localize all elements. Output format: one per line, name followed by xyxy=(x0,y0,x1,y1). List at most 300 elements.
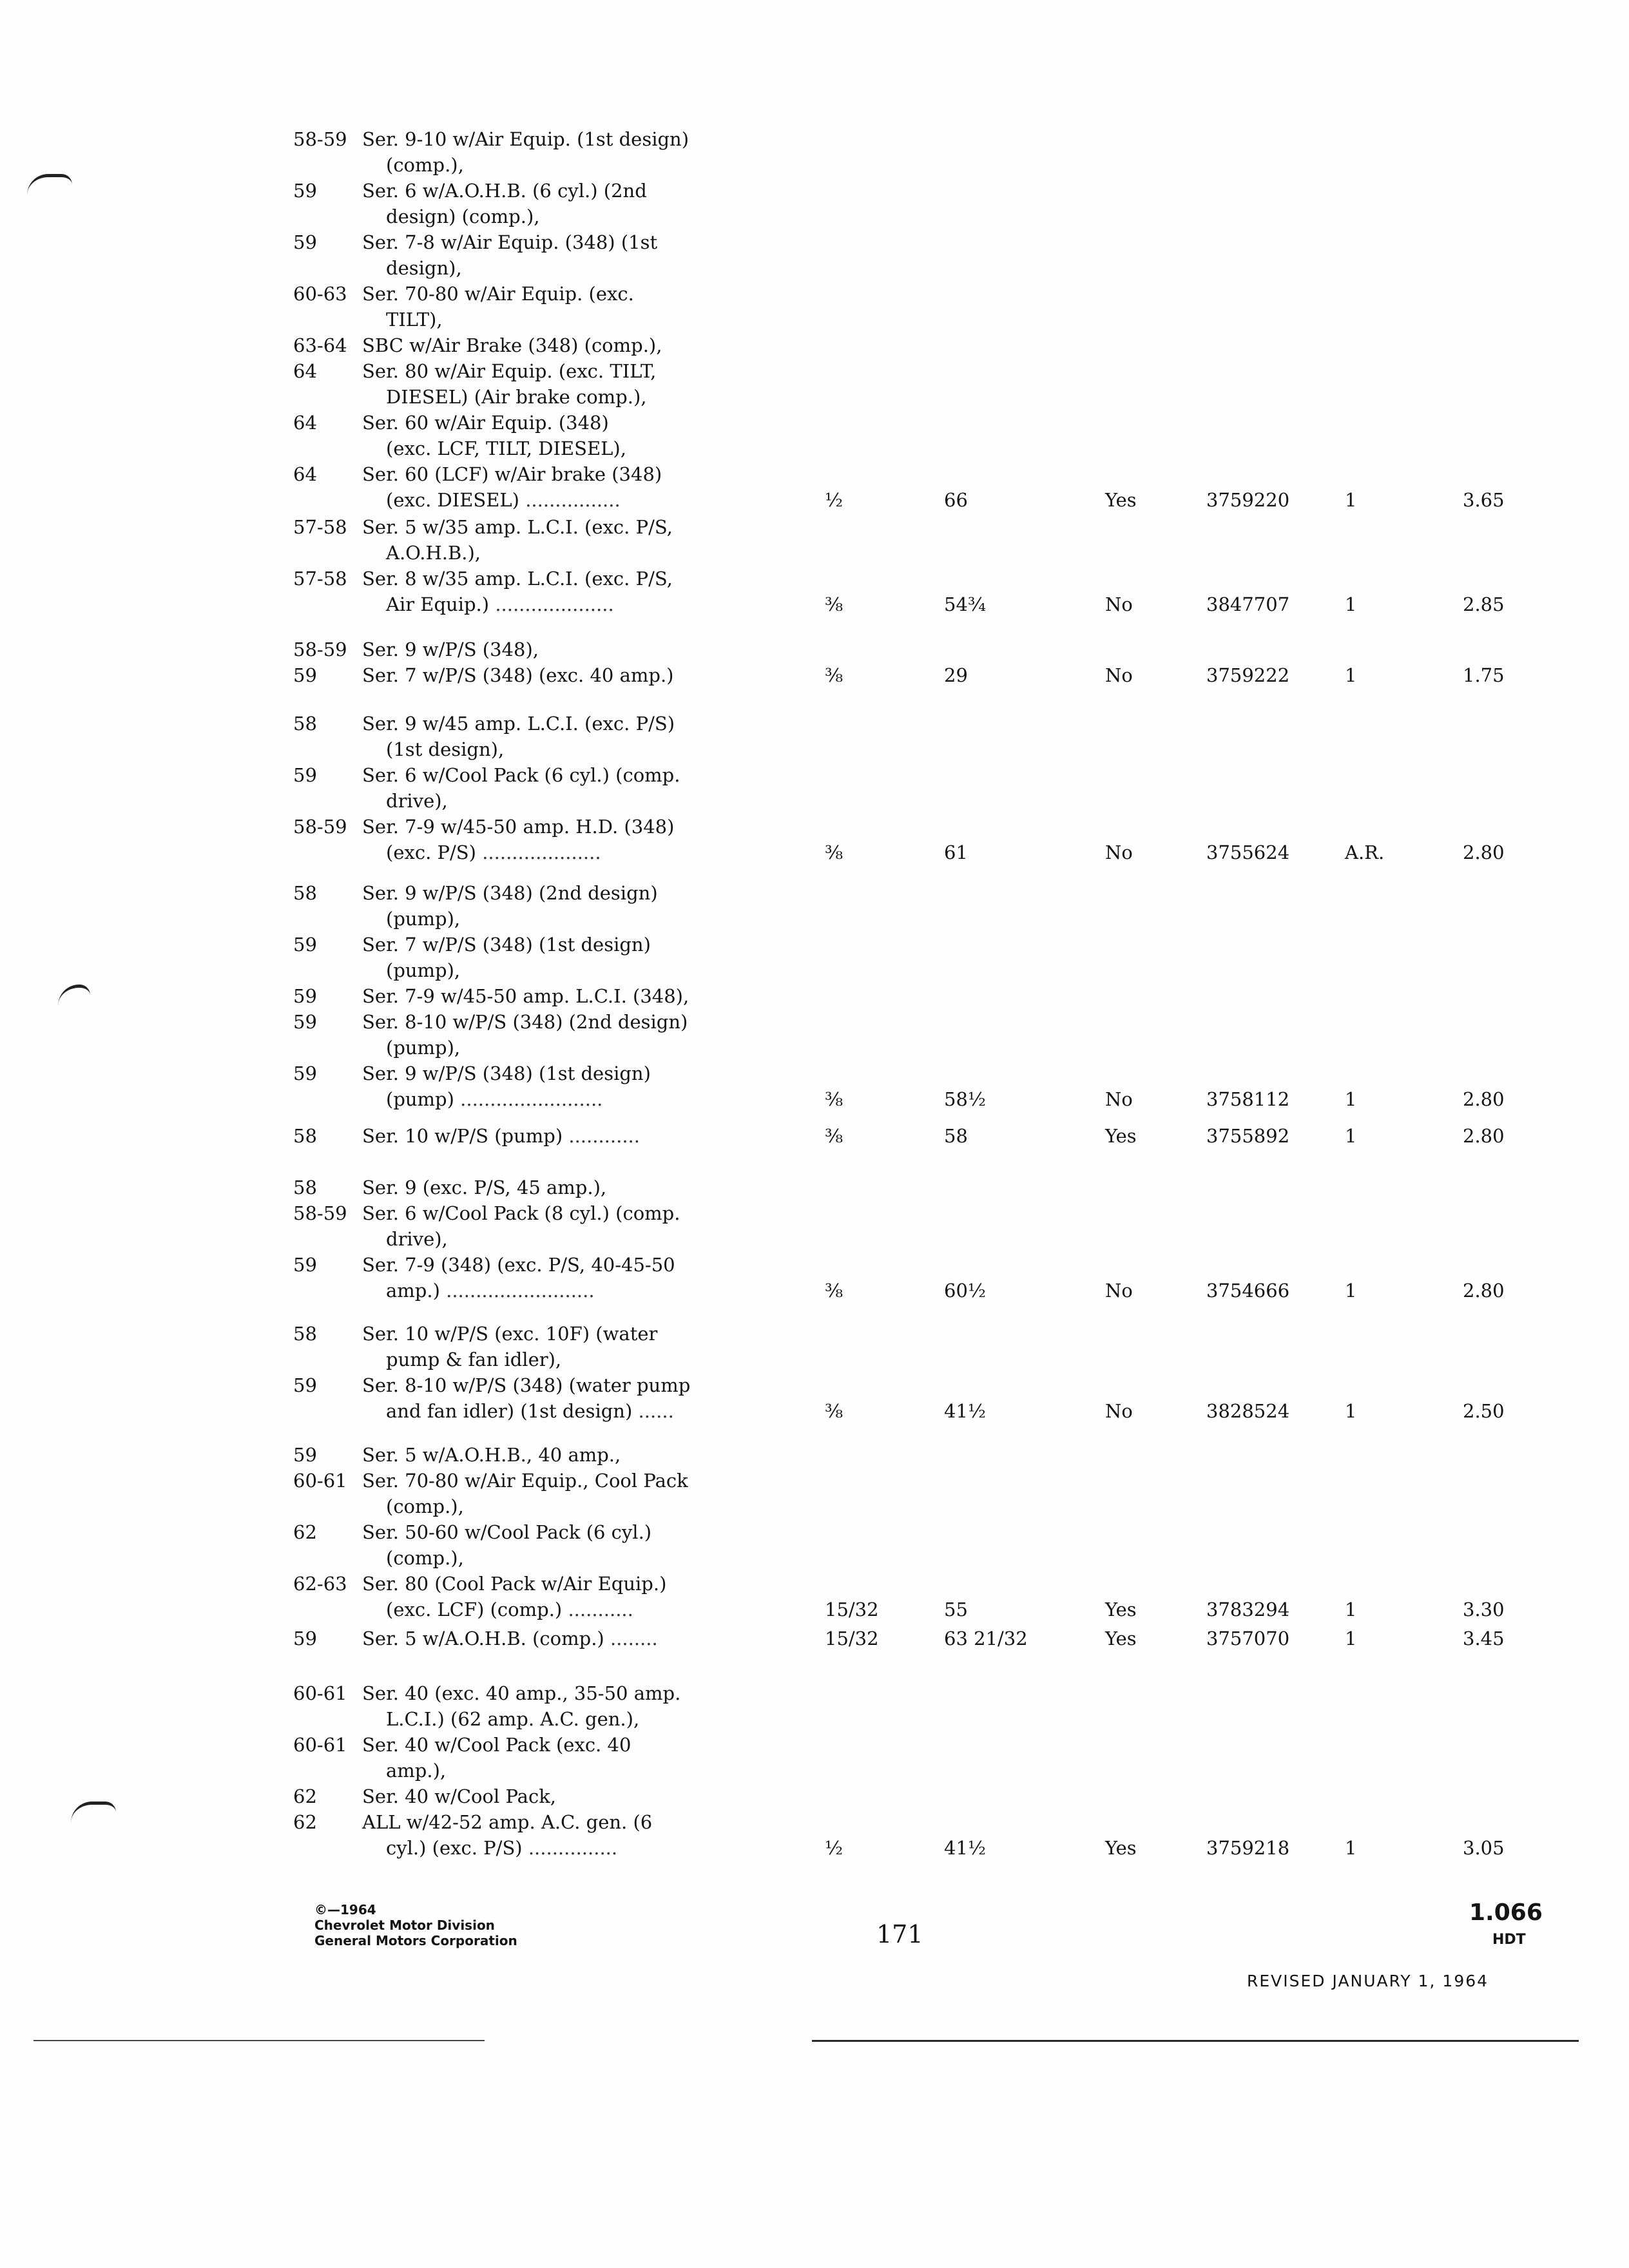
application-description xyxy=(362,334,662,357)
part-number: 3828524 xyxy=(1206,1400,1290,1422)
parts-entry xyxy=(0,712,1629,864)
dot-leader: ......................... xyxy=(446,1280,595,1302)
entry-line xyxy=(0,1253,1629,1276)
entry-line xyxy=(0,385,1629,408)
description-text: Ser. 6 w/Cool Pack (8 cyl.) (comp. xyxy=(362,1202,680,1224)
model-year: 59 xyxy=(293,985,317,1007)
revision-date: REVISED JANUARY 1, 1964 xyxy=(1247,1972,1489,1990)
description-text: Ser. 40 w/Cool Pack (exc. 40 xyxy=(362,1734,631,1756)
application-description xyxy=(362,567,673,590)
application-description xyxy=(386,437,626,460)
description-text: ALL w/42-52 amp. A.C. gen. (6 xyxy=(362,1811,653,1833)
entry-line xyxy=(0,1682,1629,1705)
application-description xyxy=(386,1348,561,1371)
entry-line xyxy=(0,1010,1629,1033)
description-text: Ser. 5 w/A.O.H.B., 40 amp., xyxy=(362,1444,621,1466)
model-year: 62-63 xyxy=(293,1573,347,1595)
description-text: Ser. 70-80 w/Air Equip. (exc. xyxy=(362,283,634,305)
parts-entry xyxy=(0,1124,1629,1148)
entry-line xyxy=(0,712,1629,735)
entry-line xyxy=(0,1811,1629,1834)
model-year: 59 xyxy=(293,664,317,686)
part-number: 3759222 xyxy=(1206,664,1290,686)
price: 2.50 xyxy=(1463,1400,1505,1422)
application-description xyxy=(362,1176,606,1199)
application-description xyxy=(362,1010,688,1033)
description-text: Ser. 7-9 (348) (exc. P/S, 40-45-50 xyxy=(362,1254,675,1276)
application-description xyxy=(362,179,647,202)
description-text: Ser. 8-10 w/P/S (348) (water pump xyxy=(362,1374,691,1396)
entry-line xyxy=(0,308,1629,331)
description-text: Ser. 8-10 w/P/S (348) (2nd design) xyxy=(362,1011,688,1033)
application-description xyxy=(386,1088,602,1111)
application-description xyxy=(362,1124,640,1148)
entry-line xyxy=(0,664,1629,687)
description-text: Ser. 9-10 w/Air Equip. (1st design) xyxy=(362,128,689,150)
application-description xyxy=(386,1399,674,1423)
dot-leader: ............ xyxy=(568,1125,640,1147)
entry-line xyxy=(0,1322,1629,1345)
description-text: (exc. LCF) (comp.) xyxy=(386,1599,563,1620)
description-text: L.C.I.) (62 amp. A.C. gen.), xyxy=(386,1708,640,1730)
entry-line xyxy=(0,1836,1629,1860)
description-text: Ser. 9 w/P/S (348), xyxy=(362,639,539,660)
application-description xyxy=(362,881,658,905)
application-description xyxy=(386,1759,446,1782)
description-text: Ser. 6 w/A.O.H.B. (6 cyl.) (2nd xyxy=(362,180,647,202)
application-description xyxy=(362,515,673,539)
application-description xyxy=(362,985,689,1008)
application-description xyxy=(362,411,609,434)
width-value: ⅜ xyxy=(825,841,843,863)
description-text: Ser. 9 w/P/S (348) (2nd design) xyxy=(362,882,658,904)
model-year: 64 xyxy=(293,463,317,485)
notched-value: No xyxy=(1105,664,1133,686)
notched-value: Yes xyxy=(1105,1125,1137,1147)
description-text: Ser. 9 (exc. P/S, 45 amp.), xyxy=(362,1177,607,1198)
parts-entry xyxy=(0,1443,1629,1621)
model-year: 60-63 xyxy=(293,283,347,305)
length-value: 61 xyxy=(944,841,968,863)
description-text: Ser. 7-9 w/45-50 amp. H.D. (348) xyxy=(362,816,675,838)
section-number: 1.066 xyxy=(1469,1899,1543,1926)
entry-line xyxy=(0,128,1629,151)
application-description xyxy=(386,1546,464,1570)
price: 2.80 xyxy=(1463,1280,1505,1302)
model-year: 59 xyxy=(293,934,317,956)
entry-line xyxy=(0,1279,1629,1302)
entry-line xyxy=(0,1348,1629,1371)
entry-line xyxy=(0,1572,1629,1595)
application-description xyxy=(362,1627,658,1650)
entry-line xyxy=(0,541,1629,564)
entry-line xyxy=(0,1399,1629,1423)
entry-line xyxy=(0,360,1629,383)
notched-value: No xyxy=(1105,1280,1133,1302)
dot-leader: ........... xyxy=(568,1599,633,1620)
quantity: 1 xyxy=(1345,1599,1357,1620)
description-text: Ser. 5 w/A.O.H.B. (comp.) xyxy=(362,1628,604,1649)
price: 3.65 xyxy=(1463,489,1505,511)
application-description xyxy=(362,1443,621,1466)
parts-entry xyxy=(0,1627,1629,1650)
notched-value: No xyxy=(1105,1088,1133,1110)
entry-line xyxy=(0,1521,1629,1544)
length-value: 58½ xyxy=(944,1088,987,1110)
application-description xyxy=(362,128,689,151)
description-text: Ser. 80 w/Air Equip. (exc. TILT, xyxy=(362,360,657,382)
length-value: 55 xyxy=(944,1599,968,1620)
width-value: ⅜ xyxy=(825,664,843,686)
quantity: A.R. xyxy=(1345,841,1385,863)
description-text: (pump) xyxy=(386,1088,454,1110)
model-year: 60-61 xyxy=(293,1734,347,1756)
price: 3.30 xyxy=(1463,1599,1505,1620)
application-description xyxy=(386,205,540,228)
application-description xyxy=(362,1785,556,1808)
model-year: 64 xyxy=(293,360,317,382)
quantity: 1 xyxy=(1345,593,1357,615)
part-number: 3755892 xyxy=(1206,1125,1290,1147)
part-number: 3755624 xyxy=(1206,841,1290,863)
entry-line xyxy=(0,1546,1629,1570)
description-text: (exc. P/S) xyxy=(386,841,476,863)
description-text: Ser. 40 (exc. 40 amp., 35-50 amp. xyxy=(362,1682,681,1704)
description-text: drive), xyxy=(386,1228,448,1250)
application-description xyxy=(362,638,539,661)
width-value: ⅜ xyxy=(825,1125,843,1147)
entry-line xyxy=(0,985,1629,1008)
footer-rule-right xyxy=(812,2040,1579,2042)
model-year: 64 xyxy=(293,412,317,434)
description-text: (exc. LCF, TILT, DIESEL), xyxy=(386,437,626,459)
length-value: 54¾ xyxy=(944,593,987,615)
part-number: 3847707 xyxy=(1206,593,1290,615)
application-description xyxy=(362,231,657,254)
description-text: SBC w/Air Brake (348) (comp.), xyxy=(362,334,662,356)
quantity: 1 xyxy=(1345,1837,1357,1859)
model-year: 58 xyxy=(293,1177,317,1198)
application-description xyxy=(386,1598,633,1621)
entry-line xyxy=(0,959,1629,982)
application-description xyxy=(386,789,448,812)
application-description xyxy=(386,488,621,512)
description-text: Ser. 10 w/P/S (exc. 10F) (water xyxy=(362,1323,658,1345)
application-description xyxy=(386,1279,595,1302)
notched-value: Yes xyxy=(1105,1628,1137,1649)
application-description xyxy=(386,841,601,864)
price: 2.80 xyxy=(1463,1088,1505,1110)
application-description xyxy=(362,1682,680,1705)
description-text: Ser. 8 w/35 amp. L.C.I. (exc. P/S, xyxy=(362,568,673,590)
entry-line xyxy=(0,1759,1629,1782)
quantity: 1 xyxy=(1345,1400,1357,1422)
application-description xyxy=(362,1374,690,1397)
entry-line xyxy=(0,1202,1629,1225)
application-description xyxy=(362,933,651,956)
entry-line xyxy=(0,738,1629,761)
description-text: (comp.), xyxy=(386,1547,464,1569)
dot-leader: .................... xyxy=(495,593,614,615)
description-text: Ser. 5 w/35 amp. L.C.I. (exc. P/S, xyxy=(362,516,673,538)
model-year: 62 xyxy=(293,1811,317,1833)
footer-rule-left xyxy=(34,2040,485,2041)
page-number: 171 xyxy=(876,1920,923,1948)
parts-entry xyxy=(0,515,1629,616)
application-description xyxy=(362,1521,651,1544)
copyright-division: Chevrolet Motor Division xyxy=(314,1917,495,1933)
application-description xyxy=(362,1322,657,1345)
entry-line xyxy=(0,1785,1629,1808)
quantity: 1 xyxy=(1345,489,1357,511)
model-year: 59 xyxy=(293,1628,317,1649)
model-year: 58-59 xyxy=(293,816,347,838)
entry-line xyxy=(0,463,1629,486)
description-text: Ser. 70-80 w/Air Equip., Cool Pack xyxy=(362,1470,688,1492)
length-value: 63 21/32 xyxy=(944,1628,1028,1649)
model-year: 58 xyxy=(293,1323,317,1345)
description-text: design), xyxy=(386,257,462,279)
width-value: 15/32 xyxy=(825,1599,879,1620)
dot-leader: ........................ xyxy=(460,1088,603,1110)
entry-line xyxy=(0,764,1629,787)
notched-value: No xyxy=(1105,841,1133,863)
entry-line xyxy=(0,334,1629,357)
application-description xyxy=(362,1811,652,1834)
part-number: 3754666 xyxy=(1206,1280,1290,1302)
price: 1.75 xyxy=(1463,664,1505,686)
description-text: Ser. 9 w/45 amp. L.C.I. (exc. P/S) xyxy=(362,713,675,735)
description-text: (comp.), xyxy=(386,1495,464,1517)
model-year: 59 xyxy=(293,231,317,253)
width-value: ½ xyxy=(825,1837,843,1859)
entry-line xyxy=(0,638,1629,661)
application-description xyxy=(362,282,634,305)
width-value: ⅜ xyxy=(825,1400,843,1422)
entry-line xyxy=(0,153,1629,177)
quantity: 1 xyxy=(1345,1088,1357,1110)
application-description xyxy=(386,959,460,982)
notched-value: Yes xyxy=(1105,1599,1137,1620)
model-year: 62 xyxy=(293,1521,317,1543)
description-text: Ser. 40 w/Cool Pack, xyxy=(362,1785,556,1807)
price: 2.80 xyxy=(1463,841,1505,863)
part-number: 3759220 xyxy=(1206,489,1290,511)
entry-line xyxy=(0,933,1629,956)
part-number: 3783294 xyxy=(1206,1599,1290,1620)
entry-line xyxy=(0,179,1629,202)
entry-line xyxy=(0,1443,1629,1466)
description-text: Ser. 7-9 w/45-50 amp. L.C.I. (348), xyxy=(362,985,689,1007)
description-text: Ser. 60 (LCF) w/Air brake (348) xyxy=(362,463,662,485)
model-year: 59 xyxy=(293,180,317,202)
description-text: amp.), xyxy=(386,1760,447,1782)
application-description xyxy=(362,1572,666,1595)
description-text: amp.) xyxy=(386,1280,440,1302)
entry-line xyxy=(0,1495,1629,1518)
application-description xyxy=(386,907,460,930)
description-text: (pump), xyxy=(386,1037,461,1059)
application-description xyxy=(386,308,443,331)
description-text: pump & fan idler), xyxy=(386,1349,562,1370)
model-year: 59 xyxy=(293,1062,317,1084)
entry-line xyxy=(0,437,1629,460)
entry-line xyxy=(0,1374,1629,1397)
length-value: 58 xyxy=(944,1125,968,1147)
parts-entry xyxy=(0,1682,1629,1860)
description-text: Ser. 7 w/P/S (348) (1st design) xyxy=(362,934,651,956)
entry-line xyxy=(0,488,1629,512)
quantity: 1 xyxy=(1345,664,1357,686)
model-year: 59 xyxy=(293,1374,317,1396)
dot-leader: .................... xyxy=(482,841,601,863)
description-text: Ser. 6 w/Cool Pack (6 cyl.) (comp. xyxy=(362,764,680,786)
description-text: Ser. 50-60 w/Cool Pack (6 cyl.) xyxy=(362,1521,652,1543)
description-text: (1st design), xyxy=(386,738,505,760)
entry-line xyxy=(0,231,1629,254)
width-value: ⅜ xyxy=(825,593,843,615)
model-year: 58-59 xyxy=(293,128,347,150)
application-description xyxy=(386,1836,617,1860)
description-text: (pump), xyxy=(386,959,461,981)
model-year: 57-58 xyxy=(293,516,347,538)
price: 3.05 xyxy=(1463,1837,1505,1859)
parts-entry xyxy=(0,1322,1629,1423)
application-description xyxy=(386,593,614,616)
description-text: Ser. 9 w/P/S (348) (1st design) xyxy=(362,1062,651,1084)
entry-line xyxy=(0,1227,1629,1251)
model-year: 60-61 xyxy=(293,1682,347,1704)
description-text: Ser. 7-8 w/Air Equip. (348) (1st xyxy=(362,231,658,253)
description-text: and fan idler) (1st design) xyxy=(386,1400,633,1422)
notched-value: No xyxy=(1105,593,1133,615)
entry-line xyxy=(0,1469,1629,1492)
application-description xyxy=(362,815,674,838)
model-year: 59 xyxy=(293,1254,317,1276)
model-year: 58-59 xyxy=(293,1202,347,1224)
copyright-corporation: General Motors Corporation xyxy=(314,1933,517,1948)
model-year: 59 xyxy=(293,1444,317,1466)
description-text: DIESEL) (Air brake comp.), xyxy=(386,386,647,408)
entry-line xyxy=(0,1062,1629,1085)
application-description xyxy=(362,712,675,735)
application-description xyxy=(386,1227,448,1251)
entry-line xyxy=(0,789,1629,812)
width-value: ⅜ xyxy=(825,1088,843,1110)
copyright-notice xyxy=(314,1902,517,1948)
application-description xyxy=(386,1036,460,1059)
quantity: 1 xyxy=(1345,1628,1357,1649)
model-year: 58-59 xyxy=(293,639,347,660)
price: 2.85 xyxy=(1463,593,1505,615)
model-year: 58 xyxy=(293,713,317,735)
application-description xyxy=(386,541,481,564)
application-description xyxy=(386,385,647,408)
entry-line xyxy=(0,881,1629,905)
parts-entry xyxy=(0,1176,1629,1302)
parts-entry xyxy=(0,638,1629,687)
price: 3.45 xyxy=(1463,1628,1505,1649)
model-year: 60-61 xyxy=(293,1470,347,1492)
description-text: Air Equip.) xyxy=(386,593,490,615)
model-year: 59 xyxy=(293,764,317,786)
entry-line xyxy=(0,205,1629,228)
application-description xyxy=(362,1062,651,1085)
entry-line xyxy=(0,815,1629,838)
entry-line xyxy=(0,567,1629,590)
notched-value: No xyxy=(1105,1400,1133,1422)
part-number: 3758112 xyxy=(1206,1088,1290,1110)
dot-leader: ...... xyxy=(638,1400,674,1422)
length-value: 41½ xyxy=(944,1400,987,1422)
entry-line xyxy=(0,256,1629,280)
parts-entry xyxy=(0,128,1629,512)
description-text: TILT), xyxy=(386,309,443,331)
price: 2.80 xyxy=(1463,1125,1505,1147)
description-text: (pump), xyxy=(386,908,461,930)
description-text: A.O.H.B.), xyxy=(386,542,481,564)
entry-line xyxy=(0,1627,1629,1650)
parts-entry xyxy=(0,881,1629,1111)
entry-line xyxy=(0,841,1629,864)
application-description xyxy=(362,764,680,787)
copyright-year: ©—1964 xyxy=(314,1902,376,1917)
model-year: 59 xyxy=(293,1011,317,1033)
length-value: 60½ xyxy=(944,1280,987,1302)
application-description xyxy=(362,1202,680,1225)
description-text: Ser. 10 w/P/S (pump) xyxy=(362,1125,563,1147)
entry-line xyxy=(0,907,1629,930)
description-text: Ser. 7 w/P/S (348) (exc. 40 amp.) xyxy=(362,664,674,686)
application-description xyxy=(386,153,464,177)
description-text: (comp.), xyxy=(386,154,464,176)
entry-line xyxy=(0,282,1629,305)
width-value: 15/32 xyxy=(825,1628,879,1649)
application-description xyxy=(362,664,673,687)
entry-line xyxy=(0,1124,1629,1148)
application-description xyxy=(362,1733,631,1756)
application-description xyxy=(386,256,462,280)
width-value: ⅜ xyxy=(825,1280,843,1302)
quantity: 1 xyxy=(1345,1125,1357,1147)
application-description xyxy=(362,463,662,486)
description-text: (exc. DIESEL) xyxy=(386,489,519,511)
part-number: 3757070 xyxy=(1206,1628,1290,1649)
section-code: HDT xyxy=(1492,1932,1526,1948)
model-year: 58 xyxy=(293,882,317,904)
entry-line xyxy=(0,1707,1629,1731)
description-text: drive), xyxy=(386,790,448,812)
model-year: 63-64 xyxy=(293,334,347,356)
part-number: 3759218 xyxy=(1206,1837,1290,1859)
description-text: Ser. 80 (Cool Pack w/Air Equip.) xyxy=(362,1573,667,1595)
application-description xyxy=(362,360,656,383)
model-year: 58 xyxy=(293,1125,317,1147)
entry-line xyxy=(0,1598,1629,1621)
entry-line xyxy=(0,1733,1629,1756)
width-value: ½ xyxy=(825,489,843,511)
entry-line xyxy=(0,1176,1629,1199)
notched-value: Yes xyxy=(1105,489,1137,511)
model-year: 62 xyxy=(293,1785,317,1807)
entry-line xyxy=(0,411,1629,434)
application-description xyxy=(386,1495,464,1518)
application-description xyxy=(362,1253,675,1276)
dot-leader: ................ xyxy=(525,489,621,511)
application-description xyxy=(386,1707,639,1731)
description-text: design) (comp.), xyxy=(386,206,540,227)
model-year: 57-58 xyxy=(293,568,347,590)
